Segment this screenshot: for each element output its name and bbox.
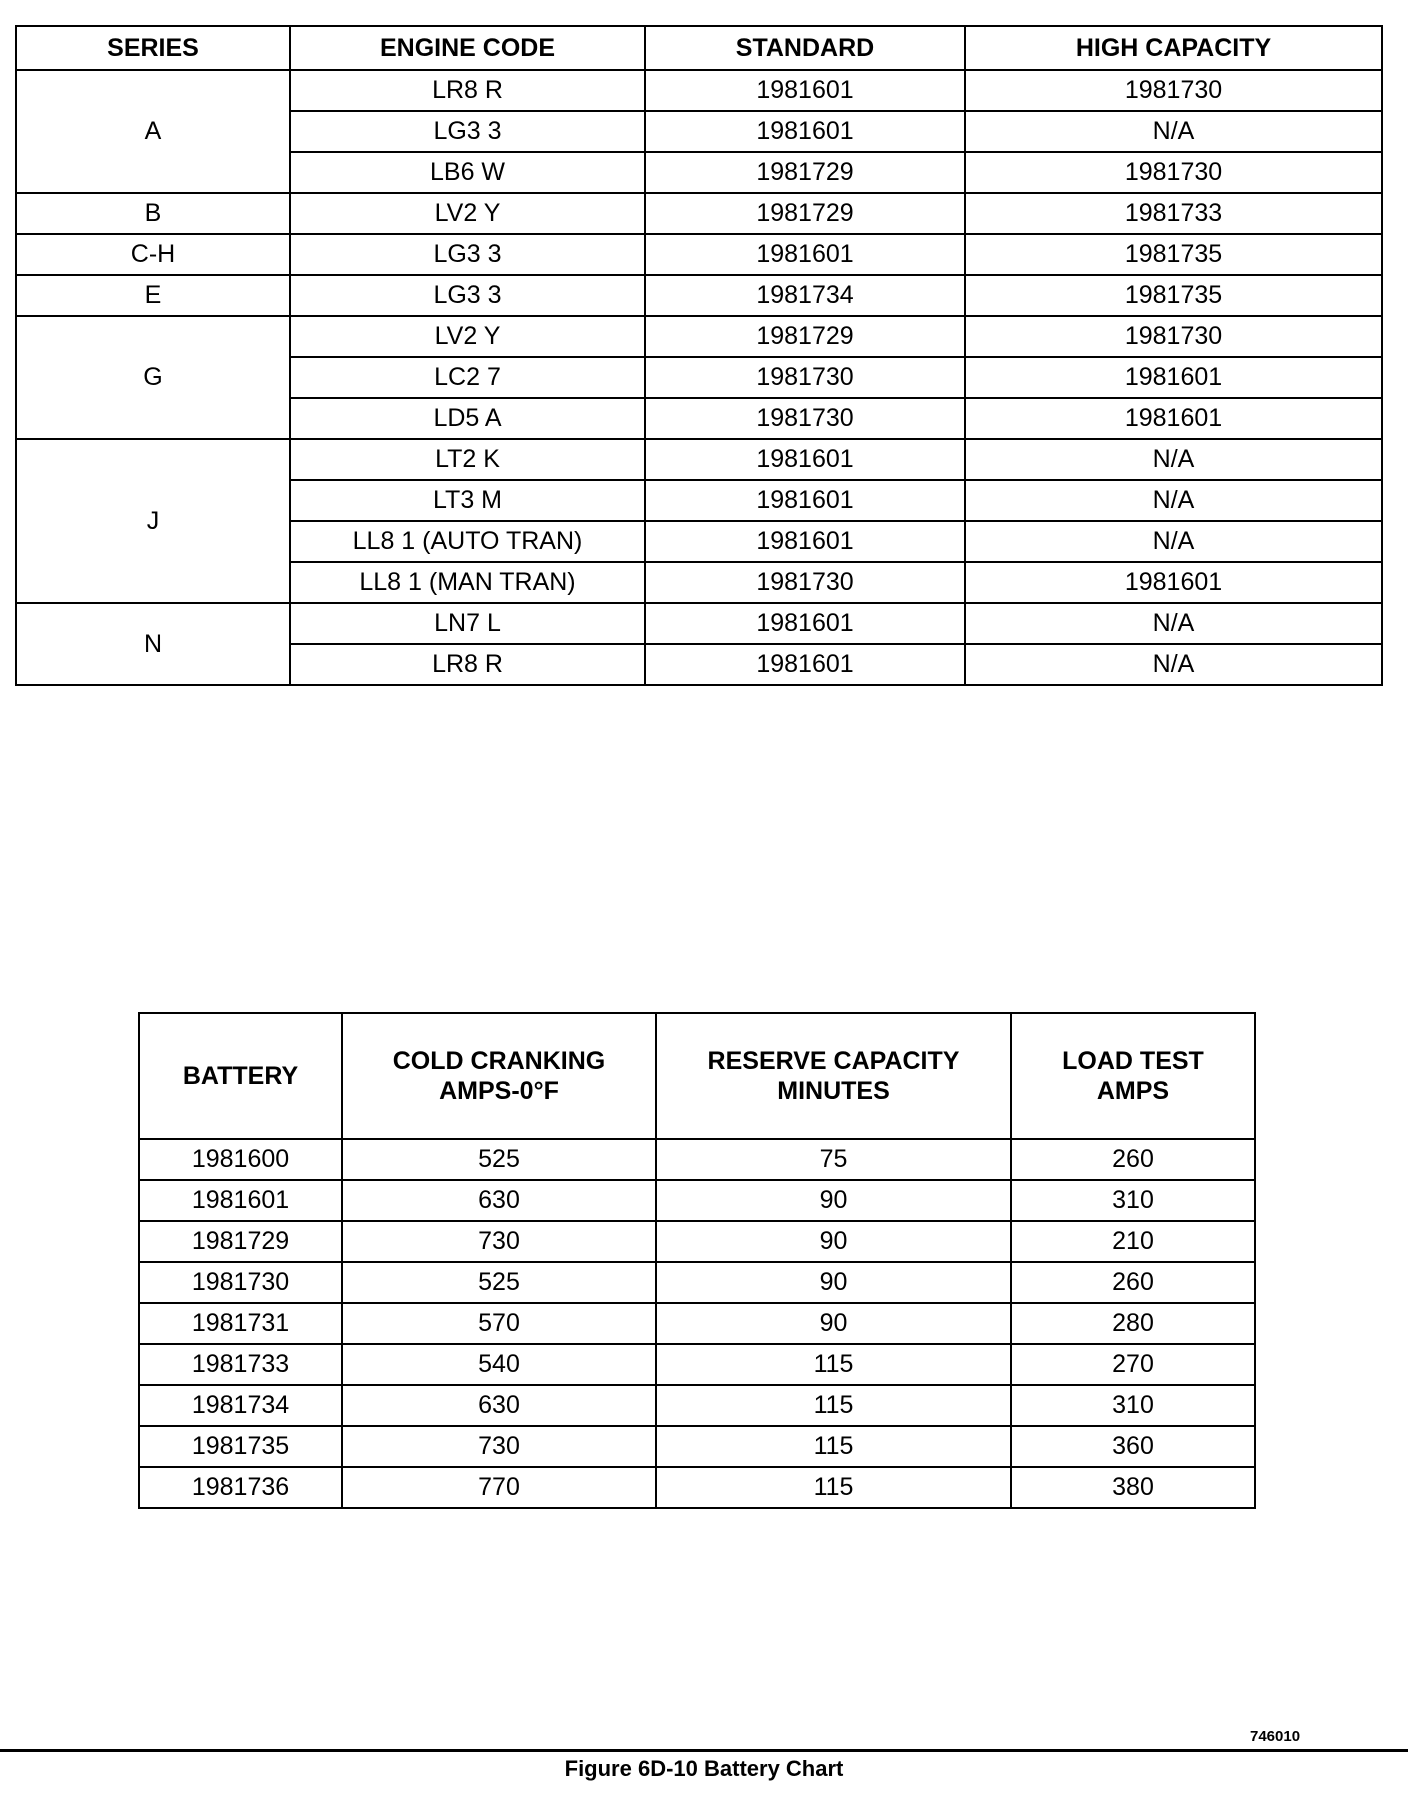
load-test-cell: 380 (1011, 1467, 1255, 1508)
engine-code-cell: LG3 3 (290, 111, 645, 152)
column-header: ENGINE CODE (290, 26, 645, 70)
engine-code-cell: LT3 M (290, 480, 645, 521)
series-cell: A (16, 70, 290, 193)
load-test-cell: 310 (1011, 1180, 1255, 1221)
cold-cranking-cell: 570 (342, 1303, 656, 1344)
battery-cell: 1981735 (139, 1426, 342, 1467)
table-row (16, 70, 1382, 111)
high-capacity-cell: 1981735 (965, 275, 1382, 316)
standard-cell: 1981601 (645, 644, 965, 685)
column-header: BATTERY (139, 1013, 342, 1139)
reserve-capacity-cell: 90 (656, 1221, 1011, 1262)
table-row (16, 234, 1382, 275)
standard-cell: 1981734 (645, 275, 965, 316)
column-header: SERIES (16, 26, 290, 70)
cold-cranking-cell: 730 (342, 1426, 656, 1467)
column-header: COLD CRANKING AMPS-0°F (342, 1013, 656, 1139)
cold-cranking-cell: 770 (342, 1467, 656, 1508)
reserve-capacity-cell: 115 (656, 1426, 1011, 1467)
table-row (16, 439, 1382, 480)
engine-code-cell: LV2 Y (290, 316, 645, 357)
battery-cell: 1981601 (139, 1180, 342, 1221)
engine-code-cell: LT2 K (290, 439, 645, 480)
high-capacity-cell: 1981601 (965, 398, 1382, 439)
engine-code-cell: LL8 1 (AUTO TRAN) (290, 521, 645, 562)
reserve-capacity-cell: 75 (656, 1139, 1011, 1180)
table-row (16, 603, 1382, 644)
battery-cell: 1981730 (139, 1262, 342, 1303)
engine-battery-table (15, 25, 1383, 686)
reserve-capacity-cell: 115 (656, 1344, 1011, 1385)
cold-cranking-cell: 730 (342, 1221, 656, 1262)
load-test-cell: 260 (1011, 1262, 1255, 1303)
load-test-cell: 270 (1011, 1344, 1255, 1385)
battery-cell: 1981733 (139, 1344, 342, 1385)
table-row (139, 1303, 1255, 1344)
cold-cranking-cell: 630 (342, 1180, 656, 1221)
table-row (16, 193, 1382, 234)
battery-cell: 1981729 (139, 1221, 342, 1262)
battery-cell: 1981734 (139, 1385, 342, 1426)
high-capacity-cell: 1981601 (965, 562, 1382, 603)
standard-cell: 1981729 (645, 316, 965, 357)
table-row (139, 1262, 1255, 1303)
table-row (139, 1139, 1255, 1180)
reserve-capacity-cell: 90 (656, 1180, 1011, 1221)
load-test-cell: 280 (1011, 1303, 1255, 1344)
engine-code-cell: LL8 1 (MAN TRAN) (290, 562, 645, 603)
high-capacity-cell: N/A (965, 111, 1382, 152)
high-capacity-cell: 1981601 (965, 357, 1382, 398)
high-capacity-cell: 1981730 (965, 316, 1382, 357)
engine-code-cell: LG3 3 (290, 275, 645, 316)
standard-cell: 1981601 (645, 521, 965, 562)
high-capacity-cell: 1981730 (965, 70, 1382, 111)
table-row (139, 1426, 1255, 1467)
series-cell: J (16, 439, 290, 603)
load-test-cell: 310 (1011, 1385, 1255, 1426)
standard-cell: 1981601 (645, 439, 965, 480)
load-test-cell: 360 (1011, 1426, 1255, 1467)
standard-cell: 1981730 (645, 357, 965, 398)
high-capacity-cell: N/A (965, 439, 1382, 480)
high-capacity-cell: 1981735 (965, 234, 1382, 275)
column-header: LOAD TEST AMPS (1011, 1013, 1255, 1139)
high-capacity-cell: N/A (965, 644, 1382, 685)
high-capacity-cell: N/A (965, 521, 1382, 562)
series-cell: G (16, 316, 290, 439)
engine-code-cell: LD5 A (290, 398, 645, 439)
standard-cell: 1981729 (645, 152, 965, 193)
table-row (16, 275, 1382, 316)
engine-code-cell: LR8 R (290, 70, 645, 111)
series-cell: E (16, 275, 290, 316)
column-header: STANDARD (645, 26, 965, 70)
column-header: HIGH CAPACITY (965, 26, 1382, 70)
standard-cell: 1981730 (645, 562, 965, 603)
engine-code-cell: LN7 L (290, 603, 645, 644)
battery-spec-table (138, 1012, 1256, 1509)
reserve-capacity-cell: 90 (656, 1303, 1011, 1344)
engine-code-cell: LV2 Y (290, 193, 645, 234)
figure-caption: Figure 6D-10 Battery Chart (564, 1756, 844, 1781)
table-row (16, 316, 1382, 357)
cold-cranking-cell: 525 (342, 1139, 656, 1180)
high-capacity-cell: 1981733 (965, 193, 1382, 234)
standard-cell: 1981601 (645, 603, 965, 644)
load-test-cell: 210 (1011, 1221, 1255, 1262)
table-row (139, 1467, 1255, 1508)
standard-cell: 1981729 (645, 193, 965, 234)
engine-code-cell: LG3 3 (290, 234, 645, 275)
reserve-capacity-cell: 90 (656, 1262, 1011, 1303)
figure-code: 746010 (1250, 1728, 1301, 1745)
standard-cell: 1981601 (645, 70, 965, 111)
high-capacity-cell: N/A (965, 480, 1382, 521)
table-row (139, 1344, 1255, 1385)
series-cell: C-H (16, 234, 290, 275)
standard-cell: 1981601 (645, 480, 965, 521)
series-cell: B (16, 193, 290, 234)
cold-cranking-cell: 630 (342, 1385, 656, 1426)
reserve-capacity-cell: 115 (656, 1467, 1011, 1508)
battery-cell: 1981736 (139, 1467, 342, 1508)
series-cell: N (16, 603, 290, 685)
load-test-cell: 260 (1011, 1139, 1255, 1180)
high-capacity-cell: N/A (965, 603, 1382, 644)
column-header: RESERVE CAPACITY MINUTES (656, 1013, 1011, 1139)
battery-cell: 1981600 (139, 1139, 342, 1180)
standard-cell: 1981601 (645, 111, 965, 152)
table-row (139, 1180, 1255, 1221)
engine-code-cell: LB6 W (290, 152, 645, 193)
cold-cranking-cell: 540 (342, 1344, 656, 1385)
footer-rule (0, 1749, 1408, 1752)
table-row (139, 1221, 1255, 1262)
table-row (139, 1385, 1255, 1426)
standard-cell: 1981730 (645, 398, 965, 439)
battery-cell: 1981731 (139, 1303, 342, 1344)
high-capacity-cell: 1981730 (965, 152, 1382, 193)
engine-code-cell: LR8 R (290, 644, 645, 685)
reserve-capacity-cell: 115 (656, 1385, 1011, 1426)
cold-cranking-cell: 525 (342, 1262, 656, 1303)
standard-cell: 1981601 (645, 234, 965, 275)
engine-code-cell: LC2 7 (290, 357, 645, 398)
